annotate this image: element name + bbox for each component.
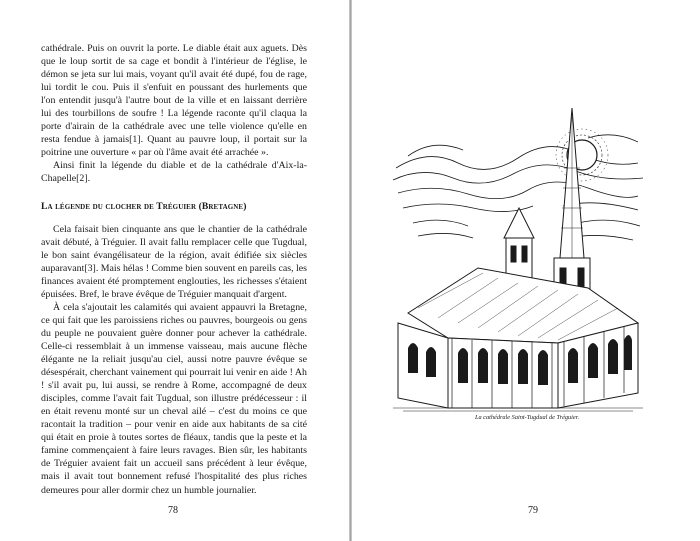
- page-number-left: 78: [168, 505, 178, 516]
- cathedral-illustration-icon: [388, 108, 650, 413]
- paragraph-continuation: cathédrale. Puis on ouvrit la porte. Le diable était aux aguets. Dès que le loup sortit de sa cage et bondit à l'intérieur de l'église, le démon se jeta sur lui mais, voyant qu'il avait été dupé, fou de rage, lui tordit le cou. Puis il s'enfuit en poussant des hurlements que l'on entendit jusqu'à l'autre bout de la ville et en laissant derrière lui des tourbillons de soufre ! La légende raconte qu'il claqua la porte d'airain de la cathédrale avec une telle violence qu'elle en resta fendue à jamais[1]. Quant au pauvre loup, il portait sur la poitrine une ouverture « par où l'âme avait été arrachée ».: [41, 43, 307, 159]
- left-text-column: [41, 42, 307, 497]
- right-page: [352, 0, 700, 541]
- left-page: [0, 0, 349, 541]
- paragraph-closing: Ainsi finit la légende du diable et de la cathédrale d'Aix-la-Chapelle[2].: [41, 160, 307, 185]
- page-number-right: 79: [528, 505, 538, 516]
- paragraph-2: À cela s'ajoutait les calamités qui avaient appauvri la Bretagne, ce qui fait que les paroissiens riches ou pauvres, bourgeois ou gens du peuple ne pouvaient guère donner pour achever la cathédrale. Celle-ci ressemblait à un immense vaisseau, mais aucune flèche élégante ne la reliait jusqu'au ciel, aussi notre pauvre évêque se désespérait, cherchant vainement qui pourrait lui venir en aide ! Ah ! s'il avait pu, lui aussi, se rendre à Rome, accompagné de deux disciples, comme l'avait fait Tugdual, son illustre prédécesseur : il en était revenu monté sur un cheval ailé – c'est du moins ce que racontait la tradition – pour venir en aide aux habitants de sa cité qui était en proie à toutes sortes de fléaux, tandis que la peste et la famine commençaient à faire leurs ravages. Bien sûr, les habitants de Tréguier avaient fait un accueil sans précédent à leur évêque, mais il avait tout bonnement refusé l'hospitalité des plus riches demeures pour aller dormir chez un humble journalier.: [41, 301, 307, 496]
- illustration-caption: La cathédrale Saint-Tugdual de Tréguier.: [474, 414, 580, 421]
- section-heading: La légende du clocher de Tréguier (Bretagne): [41, 200, 247, 212]
- paragraph-1: Cela faisait bien cinquante ans que le chantier de la cathédrale avait débuté, à Tréguier. Il avait fallu remplacer celle que Tugdual, le bon saint évangélisateur de la région, avait édifiée six siècles auparavant[3]. Mais hélas ! Comme bien souvent en pareils cas, les finances avaient été promptement englouties, les richesses s'étaient épuisées. Bref, le brave évêque de Tréguier manquait d'argent.: [41, 223, 307, 300]
